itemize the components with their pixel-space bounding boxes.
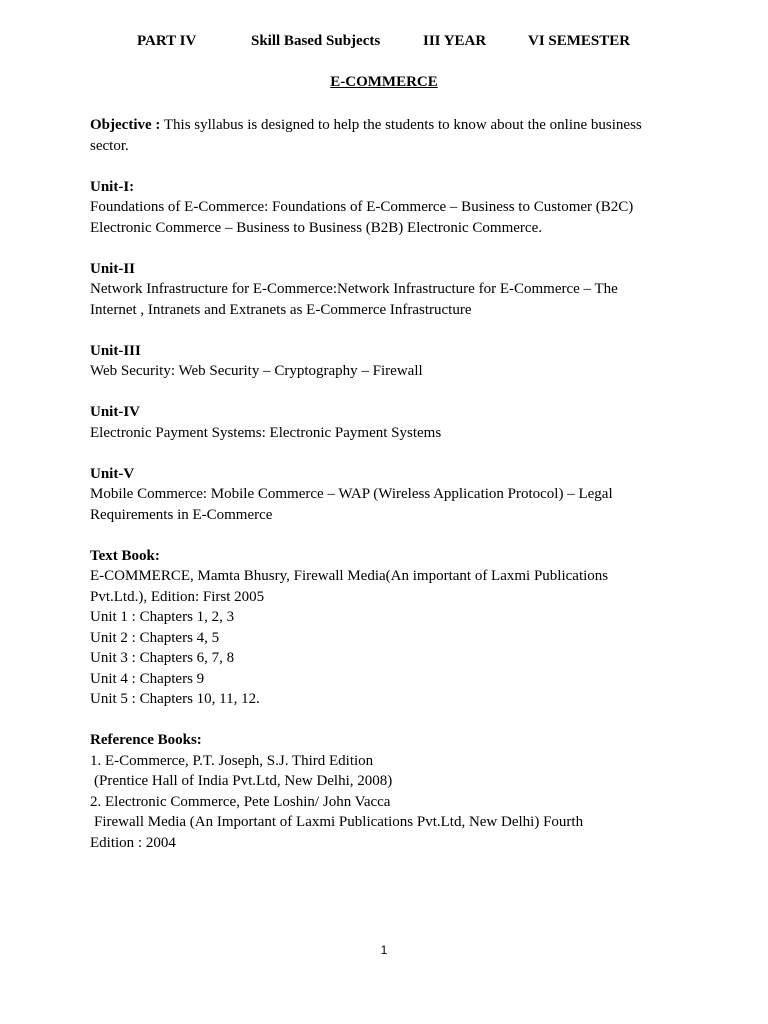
unit-4-section	[90, 402, 650, 443]
unit-line: Web Security: Web Security – Cryptography – Firewall	[90, 363, 423, 379]
unit-heading: Unit-II	[90, 260, 136, 277]
syllabus-content	[90, 115, 650, 874]
page-title: E-COMMERCE	[330, 74, 438, 90]
reference-line: Edition : 2004	[90, 834, 176, 851]
unit-line: Requirements in E-Commerce	[90, 506, 273, 523]
page-number: 1	[380, 943, 388, 957]
reference-line: Firewall Media (An Important of Laxmi Publications Pvt.Ltd, New Delhi) Fourth	[94, 814, 584, 830]
unit-line: Internet , Intranets and Extranets as E-Commerce Infrastructure	[90, 301, 472, 318]
unit-heading: Unit-III	[90, 342, 141, 359]
unit-heading: Unit-V	[90, 465, 135, 482]
text-book-line: Unit 4 : Chapters 9	[90, 670, 205, 687]
header-year: III YEAR	[423, 33, 487, 49]
objective-label: Objective :	[90, 117, 161, 133]
reference-line: 2. Electronic Commerce, Pete Loshin/ John Vacca	[90, 793, 391, 810]
text-book-line: E-COMMERCE, Mamta Bhusry, Firewall Media(An important of Laxmi Publications	[90, 568, 609, 584]
unit-line: Foundations of E-Commerce: Foundations of E-Commerce – Business to Customer (B2C)	[90, 199, 634, 215]
reference-books-section	[90, 730, 650, 853]
unit-heading: Unit-I:	[90, 178, 135, 195]
unit-5-section	[90, 464, 650, 526]
header-semester: VI SEMESTER	[528, 33, 631, 49]
text-book-heading: Text Book:	[90, 547, 160, 564]
unit-line: Electronic Payment Systems: Electronic Payment Systems	[90, 424, 442, 441]
unit-1-section	[90, 177, 650, 239]
objective-text: This syllabus is designed to help the students to know about the online business sector.	[90, 117, 642, 154]
text-book-section	[90, 546, 650, 710]
unit-2-section	[90, 259, 650, 321]
text-book-line: Unit 3 : Chapters 6, 7, 8	[90, 650, 235, 666]
objective-section	[90, 115, 650, 156]
reference-line: (Prentice Hall of India Pvt.Ltd, New Delhi, 2008)	[94, 773, 393, 789]
unit-heading: Unit-IV	[90, 404, 141, 420]
text-book-line: Unit 2 : Chapters 4, 5	[90, 629, 220, 646]
reference-books-heading: Reference Books:	[90, 732, 202, 748]
text-book-line: Pvt.Ltd.), Edition: First 2005	[90, 588, 265, 605]
header-subject-type: Skill Based Subjects	[251, 33, 381, 49]
header-part: PART IV	[137, 33, 197, 49]
unit-line: Electronic Commerce – Business to Business (B2B) Electronic Commerce.	[90, 219, 542, 236]
reference-line: 1. E-Commerce, P.T. Joseph, S.J. Third Edition	[90, 752, 374, 769]
course-header	[0, 33, 768, 53]
unit-line: Mobile Commerce: Mobile Commerce – WAP (Wireless Application Protocol) – Legal	[90, 486, 613, 502]
text-book-line: Unit 5 : Chapters 10, 11, 12.	[90, 691, 260, 707]
unit-line: Network Infrastructure for E-Commerce:Network Infrastructure for E-Commerce – The	[90, 281, 618, 297]
text-book-line: Unit 1 : Chapters 1, 2, 3	[90, 609, 235, 625]
unit-3-section	[90, 341, 650, 382]
